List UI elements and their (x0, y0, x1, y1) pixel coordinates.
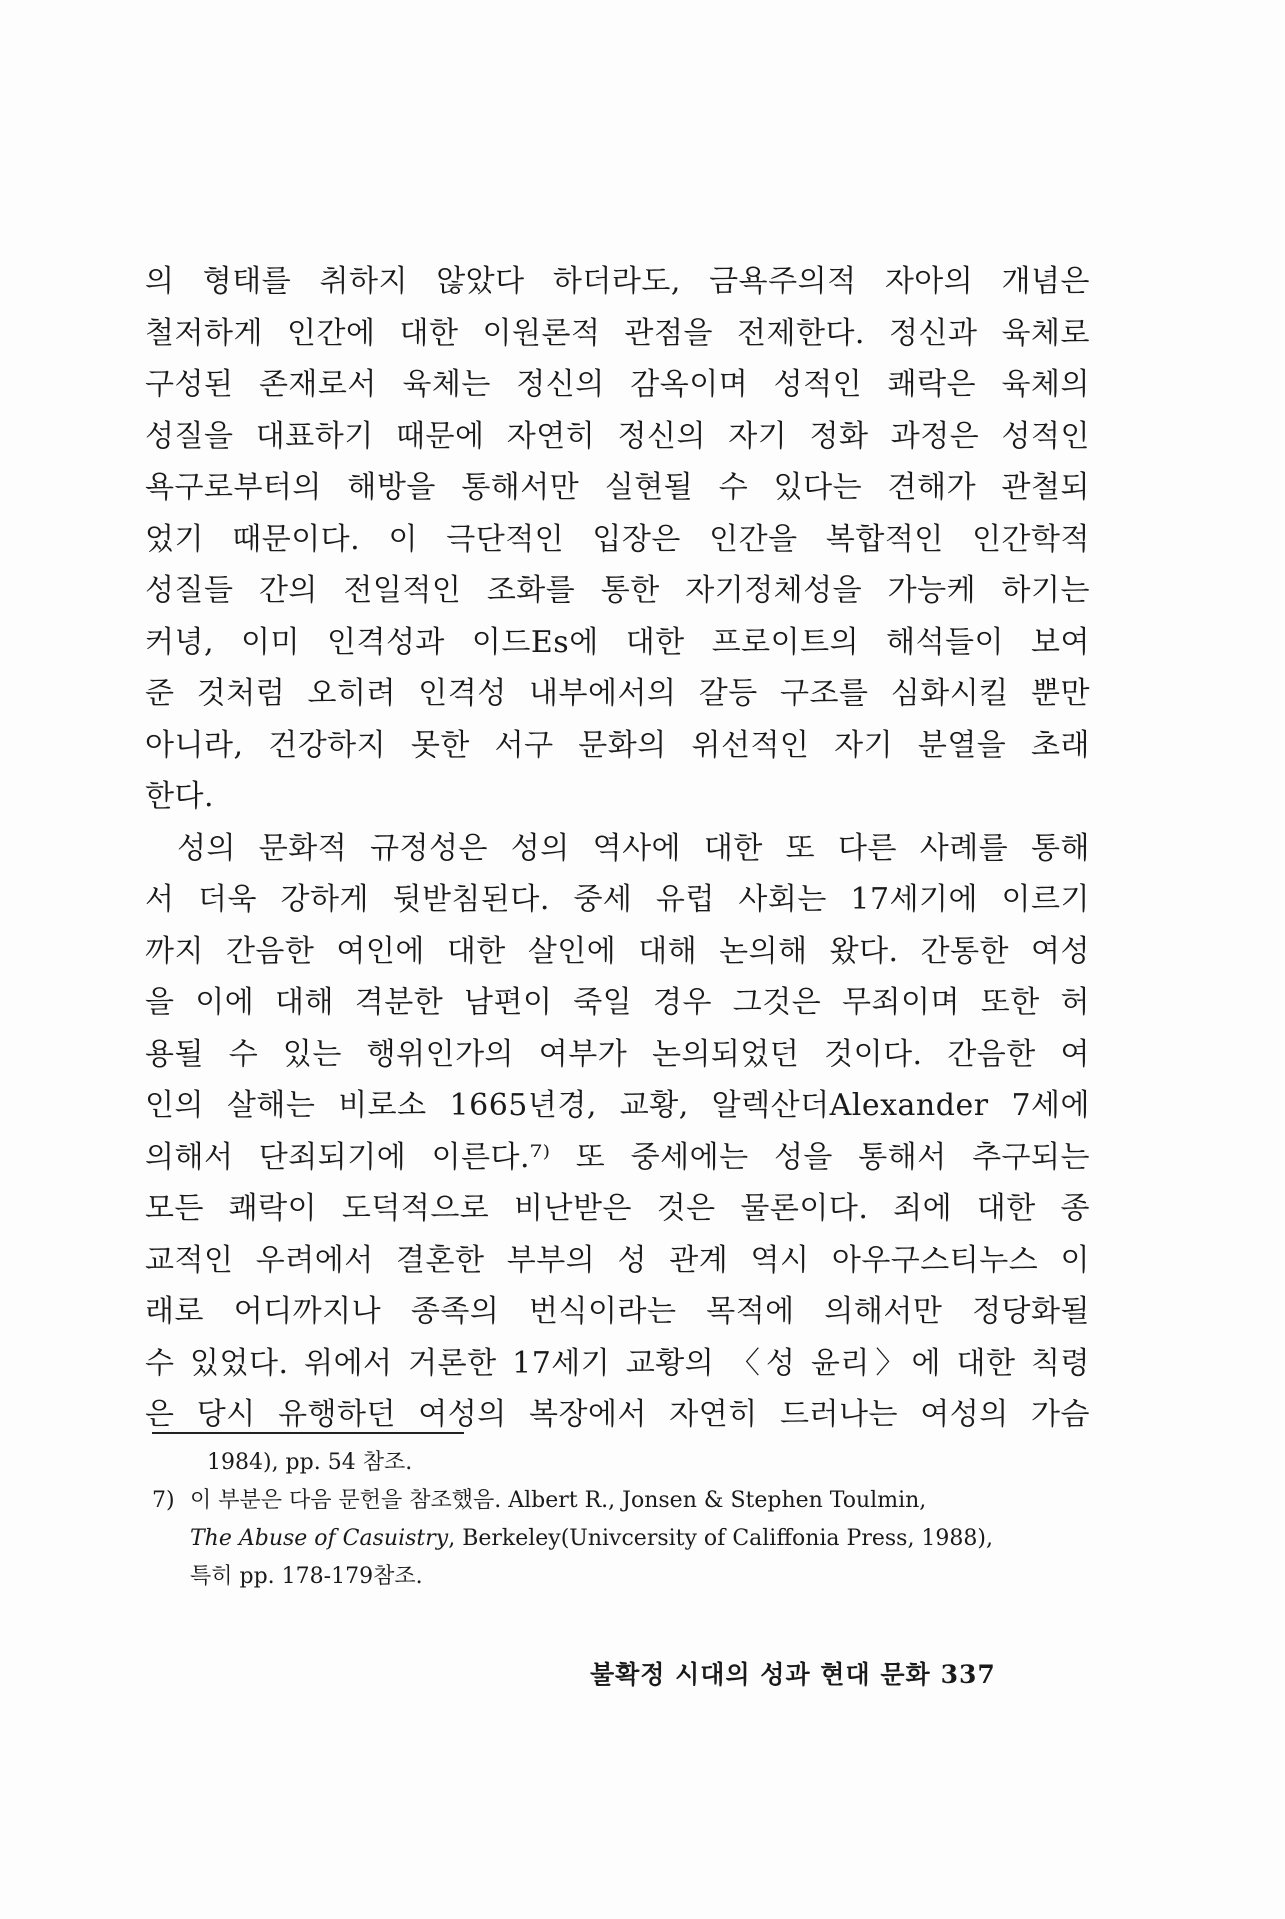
text-line: 서 더욱 강하게 뒷받침된다. 중세 유럽 사회는 17세기에 이르기 (145, 882, 1090, 917)
footnote-7 (152, 1482, 1092, 1520)
page-footer (590, 1655, 1070, 1691)
text-line: 인의 살해는 비로소 1665년경, 교황, 알렉산더Alexander 7세에 (145, 1088, 1090, 1123)
text-line: 아니라, 건강하지 못한 서구 문화의 위선적인 자기 분열을 초래 (145, 727, 1090, 763)
text-line: 욕구로부터의 해방을 통해서만 실현될 수 있다는 견해가 관철되 (145, 470, 1090, 505)
footnote-pages: 특히 pp. 178-179참조. (190, 1564, 423, 1589)
footnote-divider (152, 1432, 464, 1434)
text-line: 한다. (145, 779, 214, 814)
text-line: 철저하게 인간에 대한 이원론적 관점을 전제한다. 정신과 육체로 (145, 315, 1090, 351)
paragraph-2 (145, 823, 1090, 1441)
footnote-publisher: , Berkeley(Univcersity of Califfonia Press, 1988), (448, 1526, 993, 1551)
page-number: 337 (940, 1660, 996, 1689)
text-line: 은 당시 유행하던 여성의 복장에서 자연히 드러나는 여성의 가슴 (145, 1397, 1090, 1432)
footnote-text: 이 부분은 다음 문헌을 참조했음. Albert R., Jonsen & Stephen Toulmin, (190, 1488, 927, 1513)
paragraph-1 (145, 256, 1090, 823)
text-line: 준 것처럼 오히려 인격성 내부에서의 갈등 구조를 심화시킬 뿐만 (145, 676, 1090, 711)
body-text (145, 256, 1090, 1441)
text-line: 모든 쾌락이 도덕적으로 비난받은 것은 물론이다. 죄에 대한 종 (145, 1191, 1090, 1226)
text-line: 의 형태를 취하지 않았다 하더라도, 금욕주의적 자아의 개념은 (145, 264, 1090, 299)
text-line: 용될 수 있는 행위인가의 여부가 논의되었던 것이다. 간음한 여 (145, 1036, 1090, 1072)
text-line: 교적인 우려에서 결혼한 부부의 성 관계 역시 아우구스티누스 이 (145, 1242, 1090, 1278)
running-title: 불확정 시대의 성과 현대 문화 (590, 1660, 931, 1689)
text-line: 커녕, 이미 인격성과 이드Es에 대한 프로이트의 해석들이 보여 (145, 624, 1090, 660)
text-line: 까지 간음한 여인에 대한 살인에 대해 논의해 왔다. 간통한 여성 (145, 933, 1090, 969)
footnote-number: 7) (152, 1488, 175, 1513)
text-line: 수 있었다. 위에서 거론한 17세기 교황의 〈성 윤리〉에 대한 칙령 (145, 1345, 1090, 1381)
text-line: 래로 어디까지나 종족의 번식이라는 목적에 의해서만 정당화될 (145, 1294, 1090, 1329)
footnote-7-line-3 (152, 1558, 1092, 1596)
text-line: 성질들 간의 전일적인 조화를 통한 자기정체성을 가능케 하기는 (145, 573, 1090, 608)
text-line: 의해서 단죄되기에 이른다.⁷⁾ 또 중세에는 성을 통해서 추구되는 (145, 1139, 1090, 1175)
text-line: 을 이에 대해 격분한 남편이 죽일 경우 그것은 무죄이며 또한 허 (145, 985, 1090, 1020)
footnotes (152, 1444, 1092, 1596)
footnote-7-line-2 (152, 1520, 1092, 1558)
text-line: 구성된 존재로서 육체는 정신의 감옥이며 성적인 쾌락은 육체의 (145, 367, 1090, 402)
footnote-book-title: The Abuse of Casuistry (190, 1526, 449, 1551)
text-line: 성의 문화적 규정성은 성의 역사에 대한 또 다른 사례를 통해 (177, 830, 1090, 866)
text-line: 성질을 대표하기 때문에 자연히 정신의 자기 정화 과정은 성적인 (145, 418, 1090, 454)
text-line: 었기 때문이다. 이 극단적인 입장은 인간을 복합적인 인간학적 (145, 521, 1090, 557)
footnote-continuation: 1984), pp. 54 참조. (207, 1450, 413, 1475)
